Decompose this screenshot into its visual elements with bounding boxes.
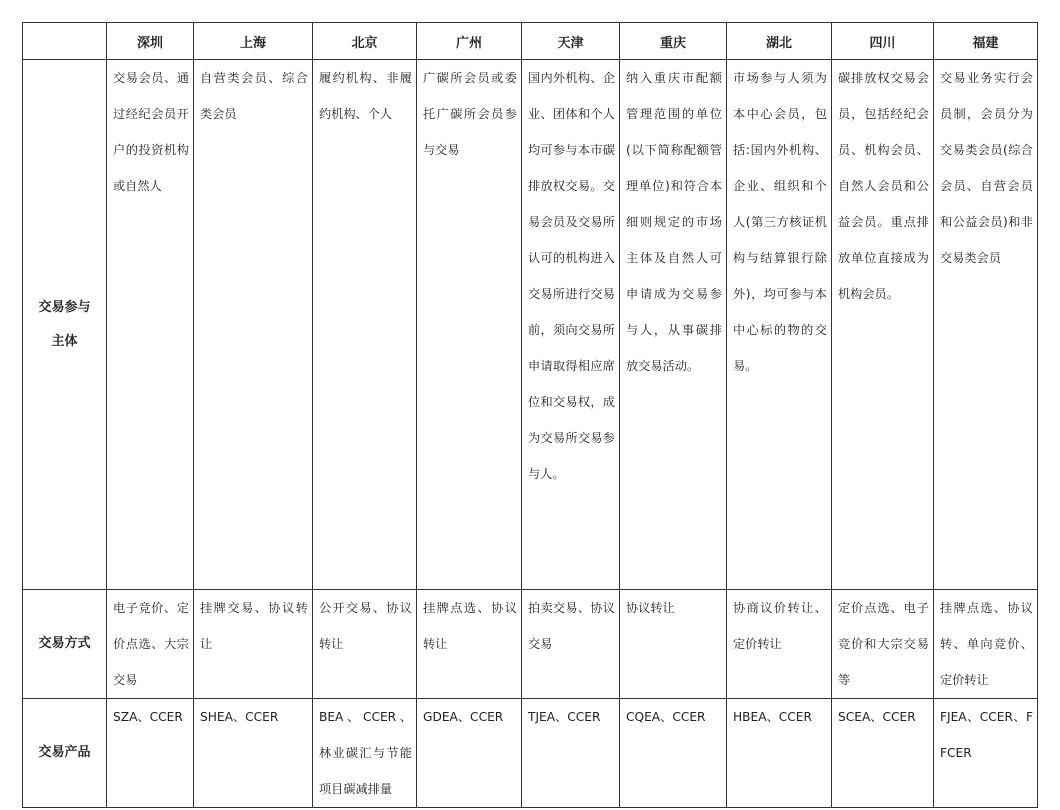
table-cell: CQEA、CCER (620, 699, 727, 808)
corner-cell (23, 23, 107, 60)
table-cell: 挂牌点选、协议转、单向竞价、定价转让 (934, 590, 1038, 699)
table-cell: 协商议价转让、定价转让 (727, 590, 832, 699)
table-cell: 碳排放权交易会员，包括经纪会员、机构会员、自然人会员和公益会员。重点排放单位直接成为机构会员。 (832, 60, 934, 590)
table-row-participants (23, 60, 1038, 590)
table-cell: GDEA、CCER (417, 699, 522, 808)
table-cell: 协议转让 (620, 590, 727, 699)
table-cell: 国内外机构、企业、团体和个人均可参与本市碳排放权交易。交易会员及交易所认可的机构进入交易所进行交易前，须向交易所申请取得相应席位和交易权，成为交易所交易参与人。 (522, 60, 620, 590)
row-label-participants (23, 60, 107, 590)
table-row-methods (23, 590, 1038, 699)
table-cell: SHEA、CCER (194, 699, 313, 808)
row-label-products: 交易产品 (23, 699, 107, 808)
header-shenzhen: 深圳 (107, 23, 194, 60)
header-fujian: 福建 (934, 23, 1038, 60)
table-cell: 拍卖交易、协议交易 (522, 590, 620, 699)
table-cell: 市场参与人须为本中心会员，包括:国内外机构、企业、组织和个人(第三方核证机构与结算银行除外)，均可参与本中心标的物的交易。 (727, 60, 832, 590)
table-cell: 挂牌点选、协议转让 (417, 590, 522, 699)
table-cell: 纳入重庆市配额管理范围的单位(以下简称配额管理单位)和符合本细则规定的市场主体及自然人可申请成为交易参与人，从事碳排放交易活动。 (620, 60, 727, 590)
header-row (23, 23, 1038, 60)
header-shanghai: 上海 (194, 23, 313, 60)
table-cell: 电子竞价、定价点选、大宗交易 (107, 590, 194, 699)
table-cell: 公开交易、协议转让 (313, 590, 417, 699)
table-row-products (23, 699, 1038, 808)
table-cell: HBEA、CCER (727, 699, 832, 808)
table-cell: 履约机构、非履约机构、个人 (313, 60, 417, 590)
header-beijing: 北京 (313, 23, 417, 60)
table-cell: 挂牌交易、协议转让 (194, 590, 313, 699)
header-chongqing: 重庆 (620, 23, 727, 60)
table-cell: TJEA、CCER (522, 699, 620, 808)
table-cell: SCEA、CCER (832, 699, 934, 808)
header-guangzhou: 广州 (417, 23, 522, 60)
row-label-methods: 交易方式 (23, 590, 107, 699)
table-cell: BEA、CCER、林业碳汇与节能项目碳减排量 (313, 699, 417, 808)
row-label-line: 交易参与 (38, 299, 91, 315)
table-cell: 交易业务实行会员制，会员分为交易类会员(综合会员、自营会员和公益会员)和非交易类会员 (934, 60, 1038, 590)
comparison-table-wrapper (22, 22, 1038, 808)
header-sichuan: 四川 (832, 23, 934, 60)
table-cell: 定价点选、电子竞价和大宗交易等 (832, 590, 934, 699)
table-cell: 广碳所会员或委托广碳所会员参与交易 (417, 60, 522, 590)
table-cell: SZA、CCER (107, 699, 194, 808)
table-cell: 交易会员、通过经纪会员开户的投资机构或自然人 (107, 60, 194, 590)
header-hubei: 湖北 (727, 23, 832, 60)
table-cell: FJEA、CCER、FFCER (934, 699, 1038, 808)
header-tianjin: 天津 (522, 23, 620, 60)
carbon-trading-comparison-table (22, 22, 1038, 808)
table-cell: 自营类会员、综合类会员 (194, 60, 313, 590)
row-label-line: 主体 (51, 333, 78, 349)
